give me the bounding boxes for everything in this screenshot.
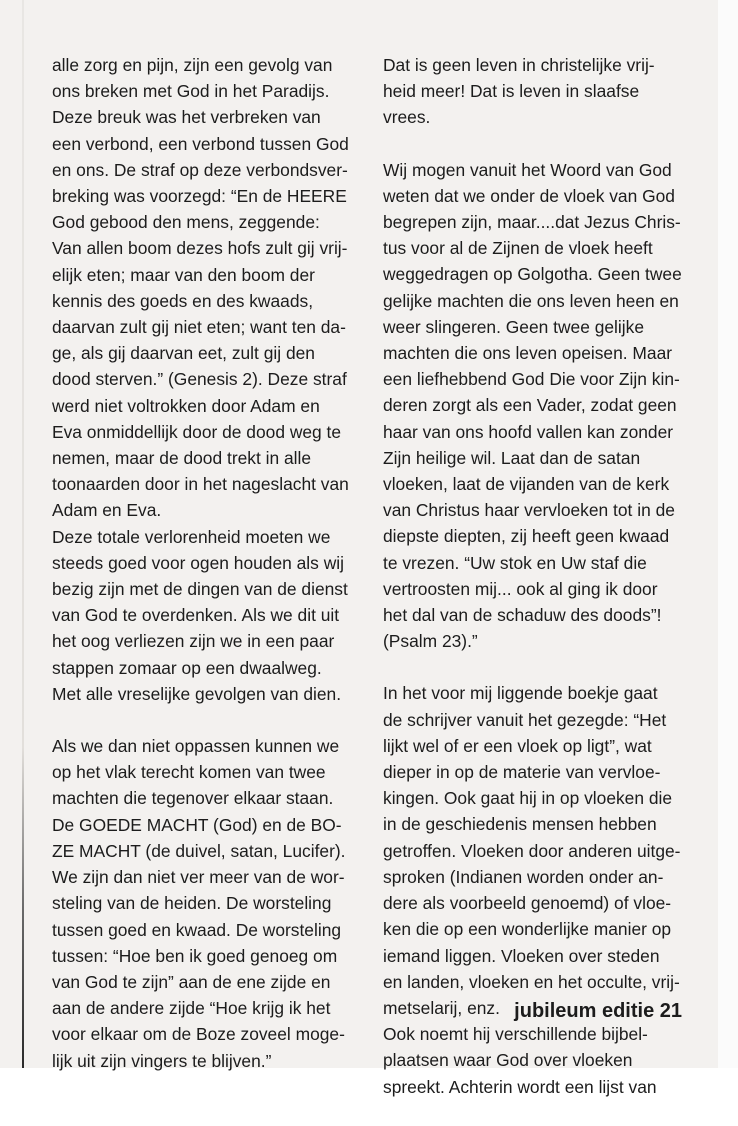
- text-line: Deze totale verlorenheid moeten we: [52, 526, 331, 547]
- paragraph: [52, 733, 372, 1074]
- text-line: steeds goed voor ogen houden als wij: [52, 552, 344, 573]
- text-line: lijkt wel of er een vloek op ligt”, wat: [383, 735, 652, 756]
- page-footer: jubileum editie 21: [514, 1000, 682, 1022]
- text-line: weggedragen op Golgotha. Geen twee: [383, 264, 682, 285]
- text-line: dieper in op de materie van vervloe-: [383, 762, 661, 783]
- text-line: daarvan zult gij niet eten; want ten da-: [52, 317, 346, 338]
- text-line: machten die ons leven opeisen. Maar: [383, 343, 673, 364]
- text-line: toonaarden door in het nageslacht van: [52, 474, 349, 495]
- text-line: sproken (Indianen worden onder an-: [383, 866, 664, 887]
- text-line: (Psalm 23).”: [383, 631, 478, 652]
- text-line: een verbond, een verbond tussen God: [52, 133, 349, 154]
- text-line: alle zorg en pijn, zijn een gevolg van: [52, 55, 333, 75]
- text-line: iemand liggen. Vloeken over steden: [383, 945, 660, 966]
- text-line: heid meer! Dat is leven in slaafse: [383, 81, 640, 102]
- text-line: God gebood den mens, zeggende:: [52, 212, 320, 233]
- text-line: kingen. Ook gaat hij in op vloeken die: [383, 788, 673, 809]
- text-line: begrepen zijn, maar....dat Jezus Chris-: [383, 212, 681, 233]
- text-line: breking was voorzegd: “En de HEERE: [52, 186, 347, 207]
- text-line: plaatsen waar God over vloeken: [383, 1050, 633, 1071]
- text-line: weer slingeren. Geen twee gelijke: [383, 316, 645, 337]
- text-line: deren zorgt als een Vader, zodat geen: [383, 395, 677, 416]
- paragraph: [52, 524, 372, 707]
- text-line: Eva onmiddellijk door de dood weg te: [52, 421, 342, 442]
- text-line: van God te zijn” aan de ene zijde en: [52, 971, 331, 992]
- left-column: [52, 52, 372, 1100]
- text-line: elijk eten; maar van den boom der: [52, 264, 315, 285]
- text-line: een liefhebbend God Die voor Zijn kin-: [383, 369, 680, 390]
- text-line: en ons. De straf op deze verbondsver-: [52, 159, 348, 180]
- text-line: het dal van de schaduw des doods”!: [383, 605, 662, 626]
- page-spine: [22, 0, 24, 1068]
- text-line: Met alle vreselijke gevolgen van dien.: [52, 683, 342, 704]
- text-line: lijk uit zijn vingers te blijven.”: [52, 1050, 272, 1071]
- text-line: ZE MACHT (de duivel, satan, Lucifer).: [52, 840, 346, 861]
- text-line: Wij mogen vanuit het Woord van God: [383, 159, 672, 180]
- text-line: bezig zijn met de dingen van de dienst: [52, 579, 348, 600]
- text-line: Van allen boom dezes hofs zult gij vrij-: [52, 238, 348, 259]
- text-line: vertroosten mij... ook al ging ik door: [383, 578, 658, 599]
- text-line: Als we dan niet oppassen kunnen we: [52, 736, 340, 757]
- text-line: tussen goed en kwaad. De worsteling: [52, 919, 342, 940]
- text-line: Ook noemt hij verschillende bijbel-: [383, 1024, 648, 1045]
- text-line: stappen zomaar op een dwaalweg.: [52, 657, 322, 678]
- text-line: metselarij, enz.: [383, 997, 500, 1018]
- text-line: in de geschiedenis mensen hebben: [383, 814, 657, 835]
- text-line: steling van de heiden. De worsteling: [52, 893, 332, 914]
- text-line: het oog verliezen zijn we in een paar: [52, 631, 335, 652]
- text-line: van Christus haar vervloeken tot in de: [383, 500, 675, 521]
- text-line: vloeken, laat de vijanden van de kerk: [383, 474, 670, 495]
- text-line: kennis des goeds en des kwaads,: [52, 290, 314, 311]
- text-line: ons breken met God in het Paradijs.: [52, 81, 330, 102]
- text-line: diepste diepten, zij heeft geen kwaad: [383, 526, 670, 547]
- text-line: aan de andere zijde “Hoe krijg ik het: [52, 998, 331, 1019]
- text-line: dere als voorbeeld genoemd) of vloe-: [383, 893, 672, 914]
- text-line: de schrijver vanuit het gezegde: “Het: [383, 709, 667, 730]
- text-line: weten dat we onder de vloek van God: [383, 185, 675, 206]
- text-line: dood sterven.” (Genesis 2). Deze straf: [52, 369, 347, 390]
- text-line: van God te overdenken. Als we dit uit: [52, 605, 340, 626]
- paragraph: [383, 680, 713, 1021]
- text-line: ken die op een wonderlijke manier op: [383, 919, 672, 940]
- text-line: nemen, maar de dood trekt in alle: [52, 448, 312, 469]
- text-line: haar van ons hoofd vallen kan zonder: [383, 421, 674, 442]
- text-line: op het vlak terecht komen van twee: [52, 762, 326, 783]
- page-edge: [718, 0, 738, 1068]
- right-column: [383, 52, 713, 1126]
- text-line: spreekt. Achterin wordt een lijst van: [383, 1076, 657, 1097]
- text-line: werd niet voltrokken door Adam en: [52, 395, 320, 416]
- paragraph: [383, 1021, 713, 1100]
- text-line: Adam en Eva.: [52, 500, 162, 521]
- text-line: Dat is geen leven in christelijke vrij-: [383, 55, 655, 75]
- text-line: gelijke machten die ons leven heen en: [383, 290, 679, 311]
- text-line: voor elkaar om de Boze zoveel moge-: [52, 1024, 345, 1045]
- text-line: ge, als gij daarvan eet, zult gij den: [52, 343, 315, 364]
- text-line: vrees.: [383, 107, 431, 128]
- text-line: De GOEDE MACHT (God) en de BO-: [52, 814, 342, 835]
- text-line: en landen, vloeken en het occulte, vrij-: [383, 971, 680, 992]
- paragraph: [383, 157, 713, 655]
- paragraph: [52, 52, 372, 524]
- text-line: tus voor al de Zijnen de vloek heeft: [383, 238, 653, 259]
- text-line: Deze breuk was het verbreken van: [52, 107, 321, 128]
- text-line: Zijn heilige wil. Laat dan de satan: [383, 447, 641, 468]
- text-line: getroffen. Vloeken door anderen uitge-: [383, 840, 681, 861]
- text-line: te vrezen. “Uw stok en Uw staf die: [383, 552, 647, 573]
- text-line: In het voor mij liggende boekje gaat: [383, 683, 658, 704]
- text-line: machten die tegenover elkaar staan.: [52, 788, 334, 809]
- text-line: tussen: “Hoe ben ik goed genoeg om: [52, 945, 338, 966]
- text-line: We zijn dan niet ver meer van de wor-: [52, 867, 345, 888]
- paragraph: [383, 52, 713, 131]
